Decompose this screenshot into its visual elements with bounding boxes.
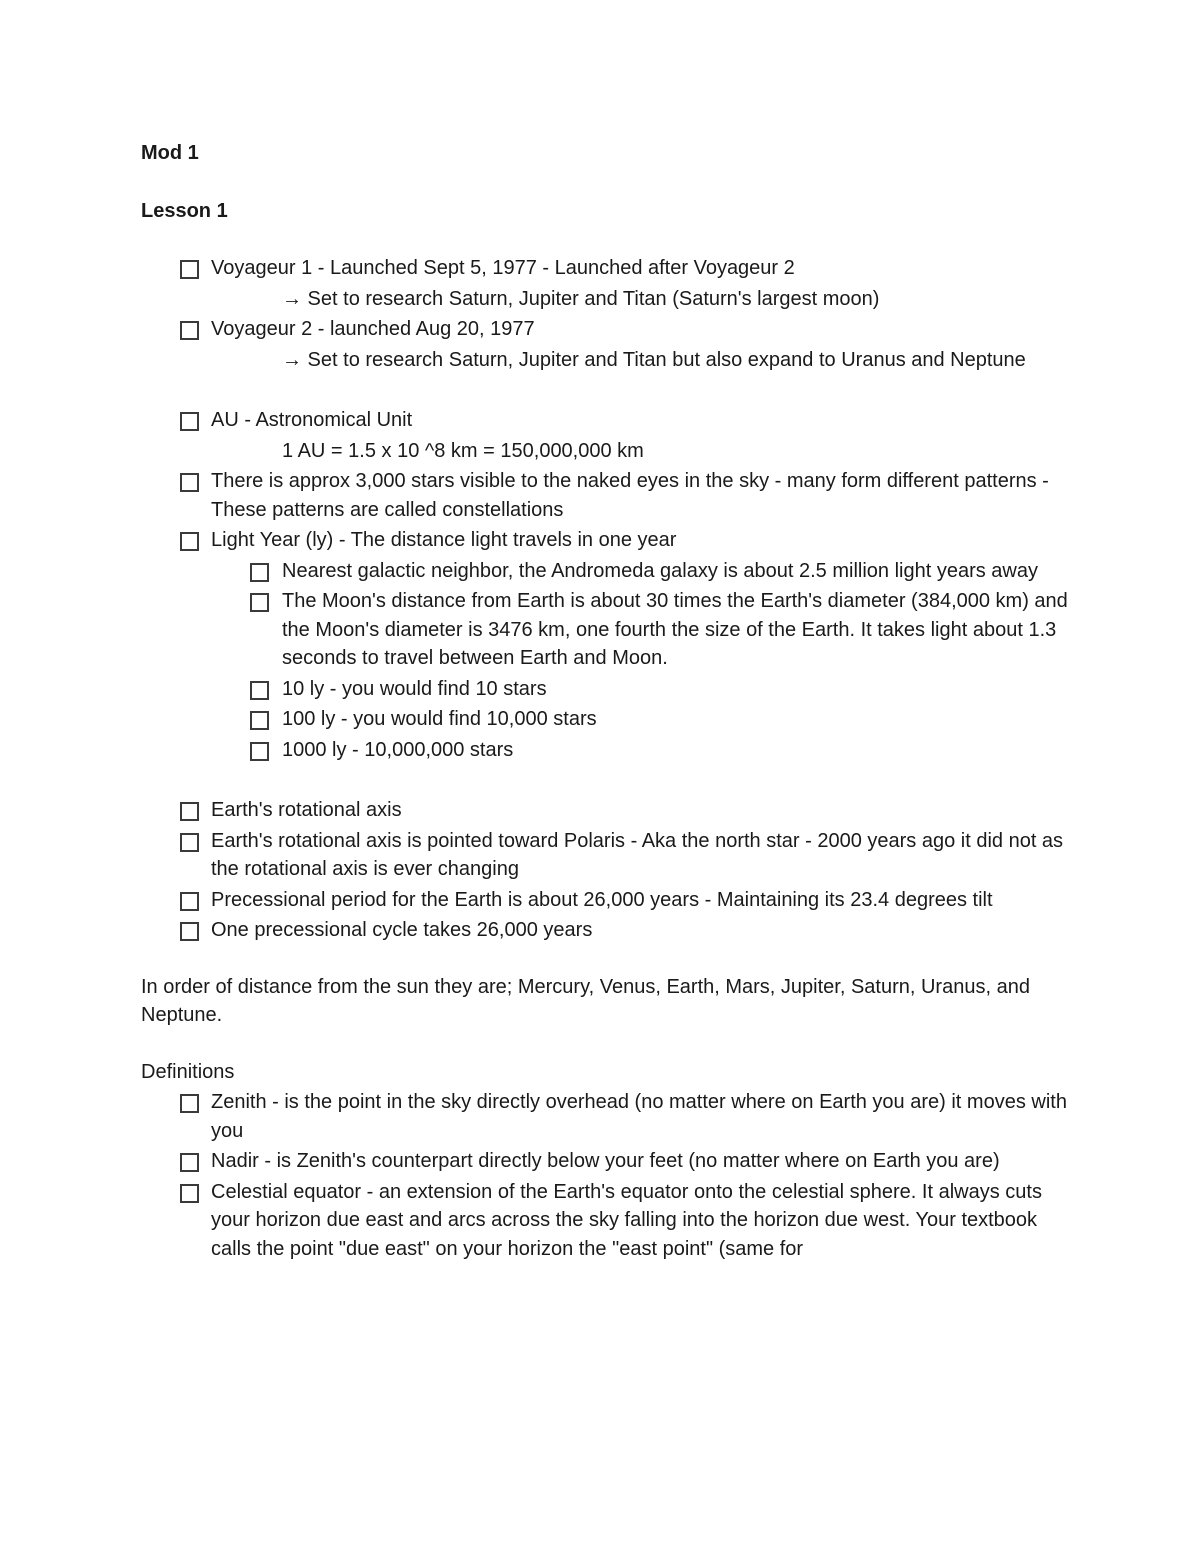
definition-item bbox=[141, 1088, 1071, 1145]
item-text: Precessional period for the Earth is about 26,000 years - Maintaining its 23.4 degrees tilt bbox=[211, 888, 993, 911]
item-text: There is approx 3,000 stars visible to the naked eyes in the sky - many form different patterns - These patterns are called constellations bbox=[211, 470, 1049, 521]
checklist-item bbox=[141, 406, 1071, 435]
item-text: AU - Astronomical Unit bbox=[211, 409, 413, 431]
checkbox-icon[interactable] bbox=[180, 532, 199, 551]
checkbox-icon[interactable] bbox=[180, 1094, 199, 1113]
item-text: Voyageur 2 - launched Aug 20, 1977 bbox=[211, 318, 535, 340]
item-text: 10 ly - you would find 10 stars bbox=[282, 677, 547, 700]
sub-note: 1 AU = 1.5 x 10 ^8 km = 150,000,000 km bbox=[282, 439, 644, 462]
spacer bbox=[141, 376, 1071, 406]
definition-item bbox=[141, 1147, 1071, 1176]
spacer bbox=[141, 766, 1071, 796]
document-page bbox=[141, 138, 1071, 1265]
checkbox-icon[interactable] bbox=[180, 922, 199, 941]
nested-checklist-item bbox=[141, 736, 1071, 765]
sub-note: → Set to research Saturn, Jupiter and Titan but also expand to Uranus and Neptune bbox=[282, 348, 1026, 371]
item-text: One precessional cycle takes 26,000 years bbox=[211, 919, 593, 941]
checkbox-icon[interactable] bbox=[180, 260, 199, 279]
spacer bbox=[141, 947, 1071, 973]
checkbox-icon[interactable] bbox=[180, 892, 199, 911]
item-text: Earth's rotational axis bbox=[211, 799, 402, 821]
nested-checklist-item bbox=[141, 557, 1071, 586]
definition-item bbox=[141, 1178, 1071, 1264]
checklist-item bbox=[141, 886, 1071, 915]
checkbox-icon[interactable] bbox=[180, 802, 199, 821]
checkbox-icon[interactable] bbox=[250, 563, 269, 582]
item-text: Nearest galactic neighbor, the Andromeda galaxy is about 2.5 million light years away bbox=[282, 559, 1038, 582]
checklist-item bbox=[141, 467, 1071, 524]
nested-checklist-item bbox=[141, 587, 1071, 673]
nested-checklist-item bbox=[141, 705, 1071, 734]
checkbox-icon[interactable] bbox=[180, 412, 199, 431]
definitions-title: Definitions bbox=[141, 1060, 235, 1083]
checkbox-icon[interactable] bbox=[180, 321, 199, 340]
checklist-item bbox=[141, 254, 1071, 283]
checkbox-icon[interactable] bbox=[250, 681, 269, 700]
lesson-heading: Lesson 1 bbox=[141, 200, 228, 222]
item-text: Zenith - is the point in the sky directly overhead (no matter where on Earth you are) it moves with you bbox=[211, 1091, 1067, 1142]
spacer bbox=[141, 1030, 1071, 1058]
checklist-item bbox=[141, 827, 1071, 884]
checkbox-icon[interactable] bbox=[180, 1153, 199, 1172]
item-text: Celestial equator - an extension of the Earth's equator onto the celestial sphere. It always cuts your horizon due east and arcs across the sky falling into the horizon due west. Your textbook calls the point "due east" on your horizon the "east point" (same for bbox=[211, 1180, 1042, 1260]
checklist-item bbox=[141, 916, 1071, 945]
item-text: Voyageur 1 - Launched Sept 5, 1977 - Launched after Voyageur 2 bbox=[211, 257, 795, 279]
checkbox-icon[interactable] bbox=[180, 473, 199, 492]
nested-checklist-item bbox=[141, 675, 1071, 704]
checklist-item bbox=[141, 796, 1071, 825]
checkbox-icon[interactable] bbox=[180, 1184, 199, 1203]
item-text: Earth's rotational axis is pointed toward Polaris - Aka the north star - 2000 years ago it did not as the rotational axis is ever changing bbox=[211, 829, 1064, 880]
item-text: Light Year (ly) - The distance light travels in one year bbox=[211, 529, 677, 551]
item-text: The Moon's distance from Earth is about 30 times the Earth's diameter (384,000 km) and the Moon's diameter is 3476 km, one fourth the size of the Earth. It takes light about 1.3 seconds to travel between Earth and Moon. bbox=[282, 590, 1068, 669]
item-text: Nadir - is Zenith's counterpart directly below your feet (no matter where on Earth you are) bbox=[211, 1150, 1000, 1172]
checkbox-icon[interactable] bbox=[250, 711, 269, 730]
checklist-item bbox=[141, 315, 1071, 344]
item-text: 100 ly - you would find 10,000 stars bbox=[282, 708, 597, 730]
sub-note: → Set to research Saturn, Jupiter and Titan (Saturn's largest moon) bbox=[282, 287, 880, 310]
checkbox-icon[interactable] bbox=[180, 833, 199, 852]
checklist-item bbox=[141, 526, 1071, 555]
checkbox-icon[interactable] bbox=[250, 742, 269, 761]
planets-paragraph: In order of distance from the sun they are; Mercury, Venus, Earth, Mars, Jupiter, Saturn, Uranus, and Neptune. bbox=[141, 975, 1030, 1026]
module-heading: Mod 1 bbox=[141, 142, 199, 164]
item-text: 1000 ly - 10,000,000 stars bbox=[282, 738, 514, 761]
checkbox-icon[interactable] bbox=[250, 593, 269, 612]
